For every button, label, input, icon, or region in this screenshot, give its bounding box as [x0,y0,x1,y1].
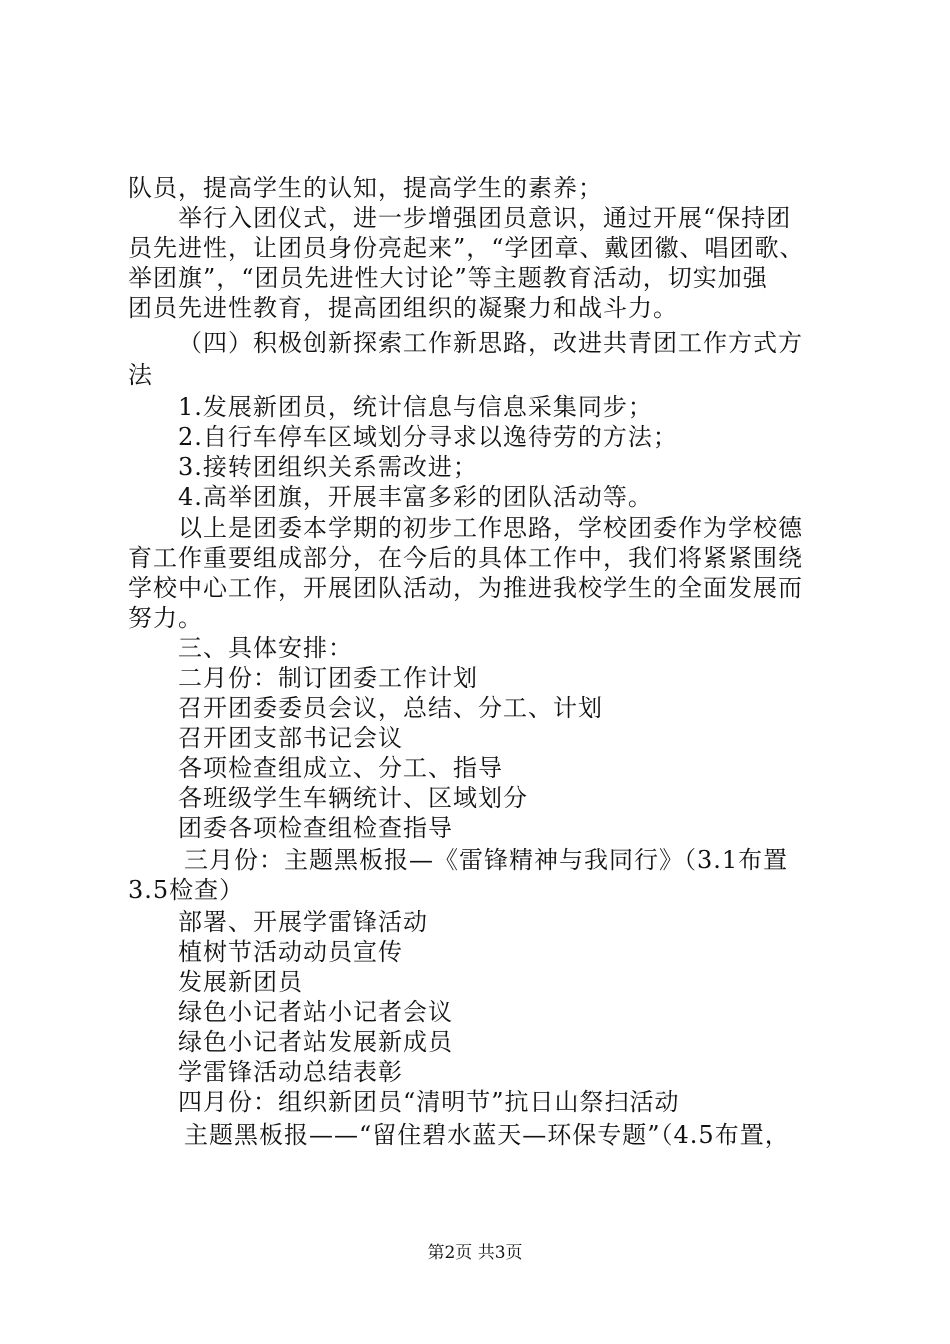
text-line: 各项检查组成立、分工、指导 [178,754,503,782]
text-line: 1.发展新团员，统计信息与信息采集同步； [178,393,653,421]
text-line: 4.高举团旗，开展丰富多彩的团队活动等。 [178,483,653,511]
text-line: 绿色小记者站小记者会议 [178,998,453,1026]
text-line: 3.接转团组织关系需改进； [178,453,478,481]
text-line: 举行入团仪式，进一步增强团员意识，通过开展“保持团 [178,204,792,232]
text-line: 二月份：制订团委工作计划 [178,664,478,692]
text-line: 法 [128,361,153,389]
text-line: 四月份：组织新团员“清明节”抗日山祭扫活动 [178,1088,680,1116]
text-line: 召开团支部书记会议 [178,724,403,752]
text-line: 团员先进性教育，提高团组织的凝聚力和战斗力。 [128,294,678,322]
text-line: 团委各项检查组检查指导 [178,814,453,842]
text-line: 部署、开展学雷锋活动 [178,908,428,936]
text-line: 发展新团员 [178,968,303,996]
text-line: 2.自行车停车区域划分寻求以逸待劳的方法； [178,423,678,451]
text-line: 员先进性，让团员身份亮起来”，“学团章、戴团徽、唱团歌、 [128,234,805,262]
text-line: （四）积极创新探索工作新思路，改进共青团工作方式方 [178,329,803,357]
text-line: 以上是团委本学期的初步工作思路，学校团委作为学校德 [178,514,803,542]
page-footer: 第2页 共3页 [427,1243,523,1263]
text-line: 召开团委委员会议，总结、分工、计划 [178,694,603,722]
text-line: 植树节活动动员宣传 [178,938,403,966]
text-line: 育工作重要组成部分，在今后的具体工作中，我们将紧紧围绕 [128,544,803,572]
text-line: 绿色小记者站发展新成员 [178,1028,453,1056]
text-line: 各班级学生车辆统计、区域划分 [178,784,528,812]
text-line: 三、具体安排： [178,634,353,662]
text-line: 努力。 [128,604,203,632]
text-line: 三月份：主题黑板报—《雷锋精神与我同行》（3.1布置 [184,846,789,874]
text-line: 学雷锋活动总结表彰 [178,1058,403,1086]
text-line: 举团旗”，“团员先进性大讨论”等主题教育活动，切实加强 [128,264,768,292]
text-line: 主题黑板报——“留住碧水蓝天—环保专题”（4.5布置， [184,1121,790,1149]
text-line: 3.5检查） [128,876,245,904]
text-line: 学校中心工作，开展团队活动，为推进我校学生的全面发展而 [128,574,803,602]
text-line: 队员，提高学生的认知，提高学生的素养； [128,174,603,202]
